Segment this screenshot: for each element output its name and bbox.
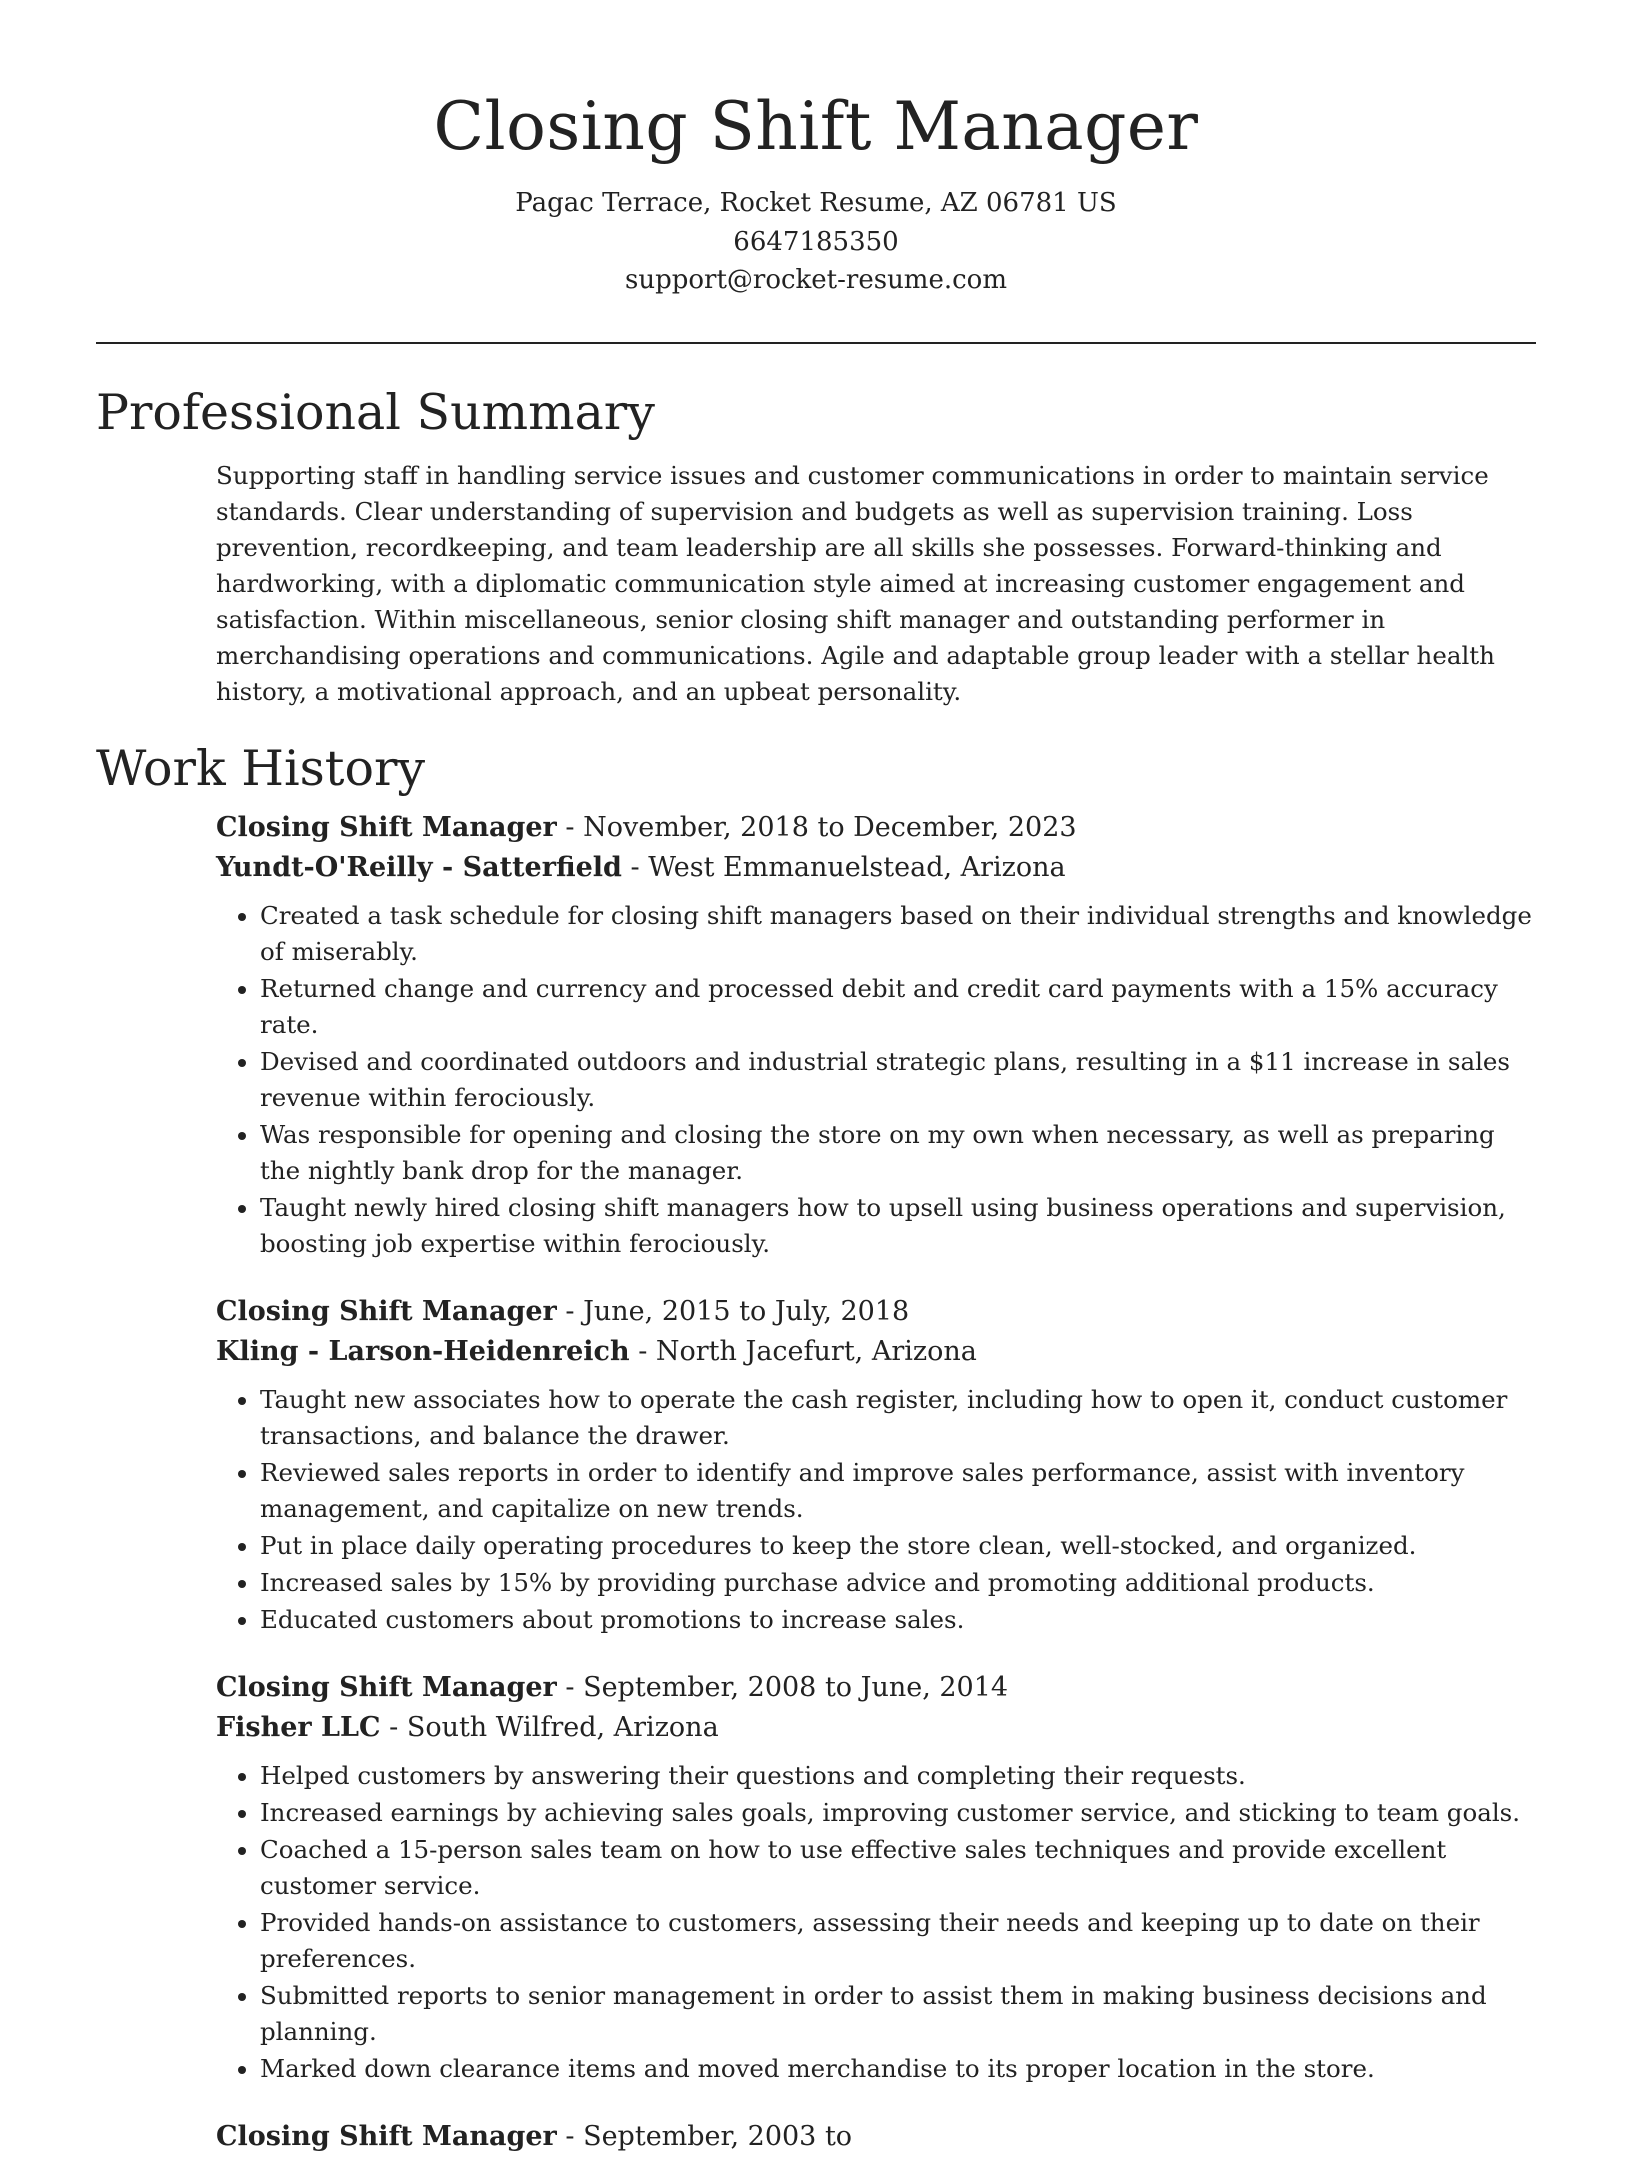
job-company: Kling - Larson-Heidenreich <box>216 1336 630 1367</box>
list-item: • Taught newly hired closing shift managers how to upsell using business operations and supervision, boosting job expertise within ferociously. <box>260 1190 1536 1262</box>
list-item: • Helped customers by answering their questions and completing their requests. <box>260 1758 1536 1794</box>
list-item: • Increased earnings by achieving sales goals, improving customer service, and sticking to team goals. <box>260 1795 1536 1831</box>
job-role: Closing Shift Manager <box>216 1672 557 1703</box>
job-dates: - June, 2015 to July, 2018 <box>556 1296 910 1327</box>
list-item: • Marked down clearance items and moved merchandise to its proper location in the store. <box>260 2051 1536 2087</box>
phone-text: 6647185350 <box>733 226 899 257</box>
summary-text: Supporting staff in handling service issues and customer communications in order to maintain service standards. Clear understanding of supervision and budgets as well as supervision training. Loss prevention, recordkeeping, and team leadership are all skills she possesses. Forward-thinking and hardworking, with a diplomatic communication style aimed at increasing customer engagement and satisfaction. Within miscellaneous, senior closing shift manager and outstanding performer in merchandising operations and communications. Agile and adaptable group leader with a stellar health history, a motivational approach, and an upbeat personality. <box>216 461 1495 706</box>
job-role: Closing Shift Manager <box>216 2121 557 2152</box>
job-location: - North Jacefurt, Arizona <box>629 1336 977 1367</box>
job-title-line <box>216 2117 1536 2157</box>
list-item: • Returned change and currency and processed debit and credit card payments with a 15% accuracy rate. <box>260 971 1536 1043</box>
header-divider <box>96 342 1536 344</box>
job-company: Fisher LLC <box>216 1712 381 1743</box>
list-item: • Created a task schedule for closing shift managers based on their individual strengths and knowledge of miserably. <box>260 898 1536 970</box>
job-company-line <box>216 1332 1536 1372</box>
candidate-name: Closing Shift Manager <box>433 88 1199 165</box>
job-entry-2 <box>216 1292 1536 1638</box>
contact-info <box>0 184 1632 300</box>
job-bullets <box>216 1382 1536 1638</box>
resume-body <box>96 380 1536 2157</box>
resume-header <box>0 84 1632 300</box>
list-item: • Increased sales by 15% by providing purchase advice and promoting additional products. <box>260 1565 1536 1601</box>
list-item: • Educated customers about promotions to increase sales. <box>260 1602 1536 1638</box>
list-item: • Taught new associates how to operate the cash register, including how to open it, conduct customer transactions, and balance the drawer. <box>260 1382 1536 1454</box>
job-location: - South Wilfred, Arizona <box>380 1712 719 1743</box>
job-bullets <box>216 1758 1536 2087</box>
job-role: Closing Shift Manager <box>216 812 557 843</box>
list-item: • Was responsible for opening and closing the store on my own when necessary, as well as preparing the nightly bank drop for the manager. <box>260 1117 1536 1189</box>
job-role: Closing Shift Manager <box>216 1296 557 1327</box>
email-link[interactable]: support@rocket-resume.com <box>624 265 1007 295</box>
address-text: Pagac Terrace, Rocket Resume, AZ 06781 US <box>515 188 1117 218</box>
summary-heading: Professional Summary <box>96 384 655 441</box>
job-title-line <box>216 1292 1536 1332</box>
job-company-line <box>216 848 1536 888</box>
job-entry-1 <box>216 808 1536 1262</box>
job-location: - West Emmanuelstead, Arizona <box>621 852 1066 883</box>
job-dates: - September, 2008 to June, 2014 <box>556 1672 1009 1703</box>
job-dates: - September, 2003 to <box>556 2121 853 2152</box>
job-company: Yundt-O'Reilly - Satterfield <box>216 852 622 883</box>
list-item: • Put in place daily operating procedures to keep the store clean, well-stocked, and organized. <box>260 1528 1536 1564</box>
list-item: • Provided hands-on assistance to customers, assessing their needs and keeping up to date on their preferences. <box>260 1905 1536 1977</box>
list-item: • Coached a 15-person sales team on how to use effective sales techniques and provide excellent customer service. <box>260 1832 1536 1904</box>
job-entry-3 <box>216 1668 1536 2087</box>
job-entry-4 <box>216 2117 1536 2157</box>
work-history-heading: Work History <box>96 740 426 797</box>
list-item: • Submitted reports to senior management in order to assist them in making business decisions and planning. <box>260 1978 1536 2050</box>
job-title-line <box>216 808 1536 848</box>
job-company-line <box>216 1708 1536 1748</box>
job-dates: - November, 2018 to December, 2023 <box>556 812 1077 843</box>
list-item: • Devised and coordinated outdoors and industrial strategic plans, resulting in a $11 increase in sales revenue within ferociously. <box>260 1044 1536 1116</box>
job-bullets <box>216 898 1536 1262</box>
list-item: • Reviewed sales reports in order to identify and improve sales performance, assist with inventory management, and capitalize on new trends. <box>260 1455 1536 1527</box>
job-title-line <box>216 1668 1536 1708</box>
